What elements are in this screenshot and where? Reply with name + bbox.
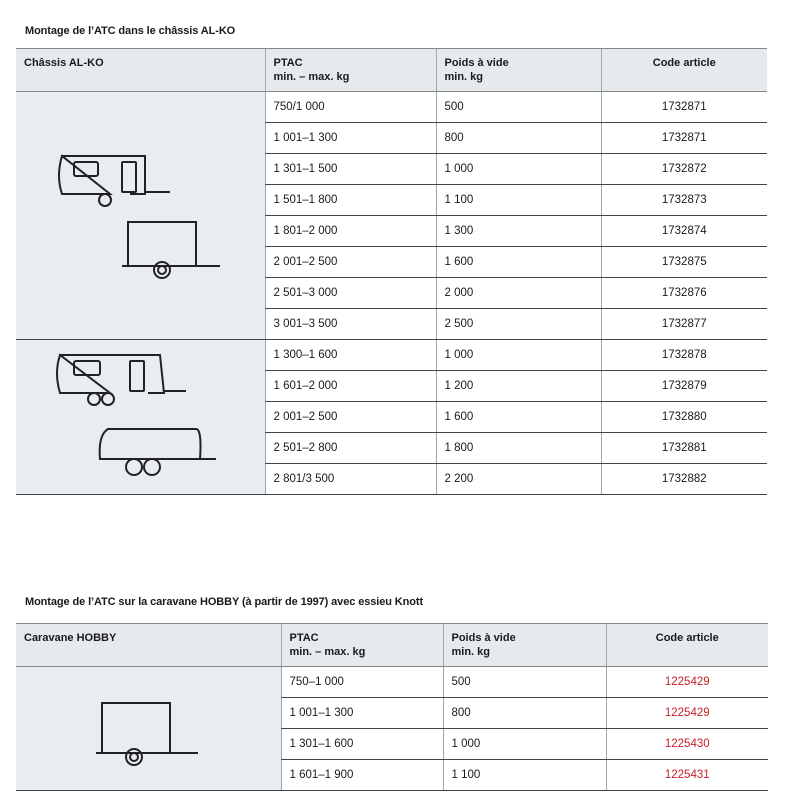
poids-cell: 1 600 (436, 402, 601, 433)
header-poids: Poids à vide min. kg (436, 49, 601, 92)
code-cell: 1732878 (601, 340, 767, 371)
table1-title: Montage de l’ATC dans le châssis AL-KO (25, 25, 236, 37)
code-cell: 1225430 (606, 729, 768, 760)
code-cell: 1732871 (601, 92, 767, 123)
ptac-cell: 2 501–2 800 (265, 433, 436, 464)
poids-cell: 2 000 (436, 278, 601, 309)
single-axle-illustration-cell (16, 92, 265, 340)
ptac-cell: 750–1 000 (281, 667, 443, 698)
code-cell: 1225429 (606, 667, 768, 698)
ptac-cell: 1 001–1 300 (281, 698, 443, 729)
header-poids: Poids à vide min. kg (443, 624, 606, 667)
code-cell: 1225429 (606, 698, 768, 729)
hobby-caravan-table (16, 623, 768, 791)
ptac-cell: 1 301–1 500 (265, 154, 436, 185)
code-cell: 1732872 (601, 154, 767, 185)
ptac-cell: 1 300–1 600 (265, 340, 436, 371)
poids-cell: 1 800 (436, 433, 601, 464)
code-cell: 1732877 (601, 309, 767, 340)
alko-chassis-table (16, 48, 767, 495)
poids-cell: 2 500 (436, 309, 601, 340)
ptac-cell: 1 301–1 600 (281, 729, 443, 760)
ptac-cell: 750/1 000 (265, 92, 436, 123)
poids-cell: 500 (436, 92, 601, 123)
code-cell: 1732876 (601, 278, 767, 309)
ptac-cell: 2 001–2 500 (265, 247, 436, 278)
header-ptac: PTAC min. – max. kg (265, 49, 436, 92)
header-chassis: Châssis AL-KO (16, 49, 265, 92)
poids-cell: 2 200 (436, 464, 601, 495)
code-cell: 1732882 (601, 464, 767, 495)
code-cell: 1732881 (601, 433, 767, 464)
poids-cell: 1 300 (436, 216, 601, 247)
ptac-cell: 2 501–3 000 (265, 278, 436, 309)
code-cell: 1732873 (601, 185, 767, 216)
poids-cell: 1 000 (436, 340, 601, 371)
header-code: Code article (606, 624, 768, 667)
table2-title: Montage de l’ATC sur la caravane HOBBY (à partir de 1997) avec essieu Knott (25, 596, 424, 608)
poids-cell: 800 (436, 123, 601, 154)
single-axle-trailer-icon (88, 689, 208, 769)
ptac-cell: 2 001–2 500 (265, 402, 436, 433)
code-cell: 1732880 (601, 402, 767, 433)
code-cell: 1225431 (606, 760, 768, 791)
ptac-cell: 1 601–1 900 (281, 760, 443, 791)
ptac-cell: 1 501–1 800 (265, 185, 436, 216)
header-caravane: Caravane HOBBY (16, 624, 281, 667)
table-header-row (16, 49, 767, 92)
ptac-cell: 3 001–3 500 (265, 309, 436, 340)
poids-cell: 1 000 (436, 154, 601, 185)
header-code: Code article (601, 49, 767, 92)
poids-cell: 1 600 (436, 247, 601, 278)
hobby-illustration-cell (16, 667, 281, 791)
tandem-axle-illustration-cell (16, 340, 265, 495)
poids-cell: 1 000 (443, 729, 606, 760)
header-ptac: PTAC min. – max. kg (281, 624, 443, 667)
ptac-cell: 1 801–2 000 (265, 216, 436, 247)
poids-cell: 500 (443, 667, 606, 698)
code-cell: 1732871 (601, 123, 767, 154)
ptac-cell: 1 601–2 000 (265, 371, 436, 402)
table-row (16, 667, 768, 698)
code-cell: 1732875 (601, 247, 767, 278)
poids-cell: 1 200 (436, 371, 601, 402)
table-header-row (16, 624, 768, 667)
single-axle-caravan-and-trailer-icon (50, 146, 230, 286)
poids-cell: 1 100 (436, 185, 601, 216)
code-cell: 1732879 (601, 371, 767, 402)
ptac-cell: 1 001–1 300 (265, 123, 436, 154)
poids-cell: 800 (443, 698, 606, 729)
table-row (16, 340, 767, 371)
tandem-axle-caravan-and-trailer-icon (50, 343, 230, 491)
code-cell: 1732874 (601, 216, 767, 247)
table-row (16, 92, 767, 123)
ptac-cell: 2 801/3 500 (265, 464, 436, 495)
poids-cell: 1 100 (443, 760, 606, 791)
